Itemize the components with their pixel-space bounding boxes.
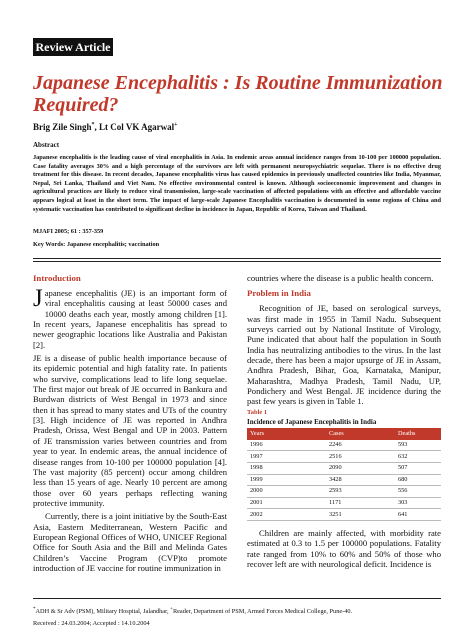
table-cell: 2593 (329, 487, 342, 495)
table-cell: 303 (398, 499, 408, 507)
drop-cap: J (33, 285, 43, 312)
article-title: Japanese Encephalitis : Is Routine Immunization Required? (33, 72, 443, 116)
author-line (33, 120, 178, 133)
body-paragraph: countries where the disease is a public health concern. (247, 273, 434, 283)
affiliation-text: Reader, Department of PSM, Armed Forces Medical College, Pune-40. (172, 608, 353, 616)
intro-paragraph-text: apanese encephalitis (JE) is an important form of viral encephalitis causing at least 50000 cases and 10000 deaths each year, mostly among children [1]. In recent years, Japanese encephalitis has spread to newer geographic locations like Australia and Pakistan [2]. (33, 288, 227, 350)
table-row (247, 486, 441, 498)
table-header-cell: Cases (326, 428, 395, 440)
right-column (247, 273, 441, 569)
footnote-divider (33, 598, 441, 599)
table-cell: 2246 (329, 441, 342, 449)
table-header-cell: Deaths (395, 428, 441, 440)
author-mark: + (174, 122, 178, 128)
keywords: Key Words: Japanese encephalitis; vaccination (33, 241, 160, 248)
table-cell: 1996 (250, 441, 263, 449)
footnote-mark: * (33, 607, 36, 612)
left-column (33, 273, 227, 573)
table-cell: 632 (398, 452, 408, 460)
author-name: Brig Zile Singh (33, 122, 92, 132)
table-cell: 1171 (329, 499, 342, 507)
table-cell: 1998 (250, 464, 263, 472)
introduction-heading: Introduction (33, 273, 81, 283)
table-row (247, 462, 441, 474)
table-row (247, 474, 441, 486)
article-type-badge: Review Article (33, 38, 113, 56)
table-cell: 641 (398, 510, 408, 518)
table-row (247, 440, 441, 451)
received-accepted-dates: Received : 24.03.2004; Accepted : 14.10.2004 (33, 620, 150, 628)
abstract-heading: Abstract (33, 141, 60, 149)
footnote (33, 604, 443, 630)
table-title: Incidence of Japanese Encephalitis in India (247, 417, 377, 426)
table-cell: 1999 (250, 475, 263, 483)
table-cell: 2000 (250, 487, 263, 495)
incidence-table (247, 428, 441, 521)
table-header-cell: Years (247, 428, 326, 440)
table-cell: 507 (398, 464, 408, 472)
table-row (247, 497, 441, 509)
table-row (247, 451, 441, 463)
table-cell: 2001 (250, 499, 263, 507)
table-cell: 556 (398, 487, 408, 495)
footnote-mark: + (170, 607, 173, 612)
table-cell: 2002 (250, 510, 263, 518)
table-cell: 680 (398, 475, 408, 483)
table-cell: 2516 (329, 452, 342, 460)
body-paragraph: Recognition of JE, based on serological surveys, was first made in 1955 in Tamil Nadu. Subsequent surveys carried out by National Institute of Virology, Pune indicated that about half the population in South India has neutralizing antibodies to the virus. In the last decade, there has been a major upsurge of JE in Assam, Andhra Pradesh, Bihar, Goa, Karnataka, Manipur, Maharashtra, Madhya Pradesh, Tamil Nadu, UP, Pondichery and West Bengal. JE incidence during the past few years is given in Table 1. (247, 303, 441, 407)
section-divider (33, 261, 441, 262)
abstract-text: Japanese encephalitis is the leading cause of viral encephalitis in Asia. In endemic areas annual incidence ranges from 10-100 per 100000 population. Case fatality averages 30% and a high percentage of the survivors are left with permanent neuropsychiatric sequelae. There is no effective drug treatment for this disease. In recent decades, Japanese encephalitis virus has caused epidemics in previously unaffected countries like India, Myanmar, Nepal, Sri Lanka, Thailand and Viet Nam. No effective environmental control is known. Although socioeconomic improvement and changes in agricultural practices are likely to reduce viral transmission, large-scale vaccination of affected populations with an effective and affordable vaccine appears logical at least in the short term. The impact of large-scale Japanese Encephalitis vaccination is documented in some regions of China and systematic vaccination has contributed to significant decline in incidence in Japan, Republic of Korea, Taiwan and Thailand. (33, 154, 441, 213)
table-header-row (247, 428, 441, 440)
author-mark: * (91, 122, 95, 128)
table-label: Table 1 (247, 408, 268, 416)
section-divider (33, 258, 441, 259)
journal-citation: MJAFI 2005; 61 : 357-359 (33, 228, 104, 235)
body-paragraph: Currently, there is a joint initiative by the South-East Asia, Eastern Mediterranean, Western Pacific and European Regional Offices of WHO, UNICEF Regional Office for South Asia and the Bill and Melinda Gates Children’s Vaccine Program (CVP)to promote introduction of JE vaccine for routine immunization in (33, 511, 227, 573)
author-name: , Lt Col VK Agarwal (94, 122, 175, 132)
table-cell: 1997 (250, 452, 263, 460)
table-row (247, 509, 441, 521)
table-cell: 3428 (329, 475, 342, 483)
table-cell: 2090 (329, 464, 342, 472)
table-cell: 3251 (329, 510, 342, 518)
intro-paragraph (33, 285, 227, 350)
body-paragraph: JE is a disease of public health importance because of its epidemic potential and high fatality rate. In patients who survive, complications lead to life long sequelae. The first major out break of JE occurred in Bankura and Burdwan districts of West Bengal in 1973 and since then it has spread to many states and UTs of the country [3]. High incidence of JE was reported in Andhra Pradesh, Orissa, West Bengal and UP in 2003. Pattern of JE transmission varies between countries and from year to year. In endemic areas, the annual incidence of disease ranges from 10-100 per 100000 population [4]. The vast majority (85 percent) occur among children less than 15 years of age. Nearly 10 percent are among those over 60 years perhaps reflecting waning protective immunity. (33, 353, 227, 508)
problem-in-india-heading: Problem in India (247, 288, 311, 299)
affiliation-line (33, 604, 443, 618)
affiliation-text: ADH & Sr Adv (PSM), Military Hospital, Jalandhar, (35, 608, 171, 616)
table-cell: 593 (398, 441, 408, 449)
body-paragraph: Children are mainly affected, with morbidity rate estimated at 0.3 to 1.5 per 100000 populations. Fatality rate ranged from 10% to 60% and 50% of those who recover left are with neurological deficit. Incidence is (247, 527, 441, 569)
